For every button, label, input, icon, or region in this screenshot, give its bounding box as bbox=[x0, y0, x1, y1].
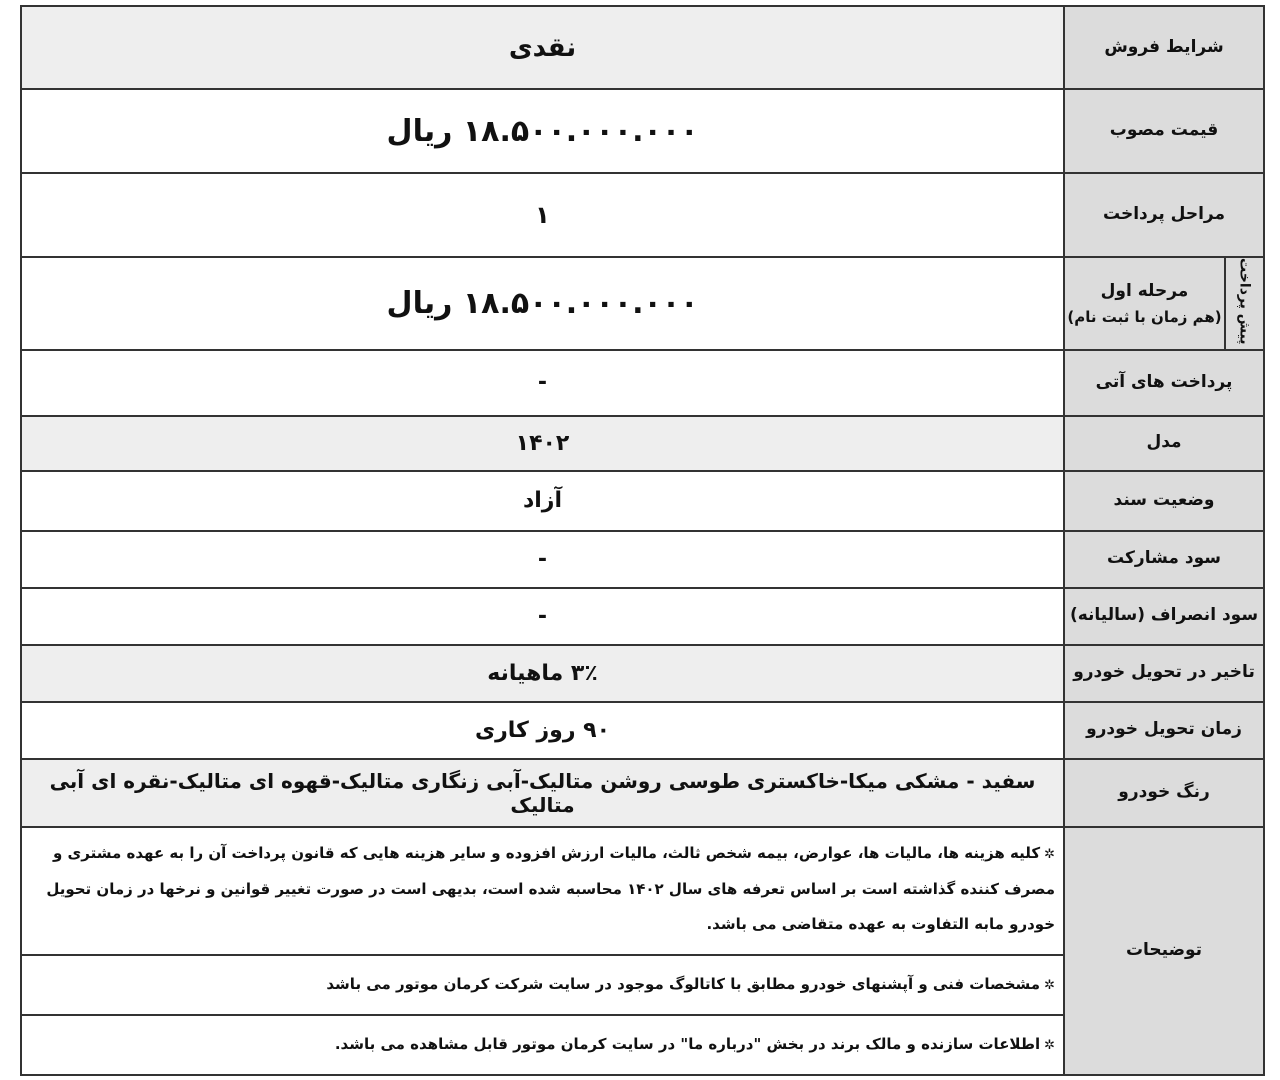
row-delivery-time bbox=[21, 702, 1264, 759]
prepayment-vertical-label bbox=[1225, 257, 1264, 350]
notes-value bbox=[21, 827, 1064, 1075]
row-model bbox=[21, 416, 1264, 471]
sale-terms-label: شرایط فروش bbox=[1064, 6, 1264, 89]
document-status-value: آزاد bbox=[21, 471, 1064, 531]
prepayment-vertical-text: پیش پرداخت bbox=[1236, 258, 1253, 345]
note-item bbox=[22, 1014, 1063, 1074]
prepayment-value: ۱۸.۵۰۰.۰۰۰.۰۰۰ ریال bbox=[21, 257, 1064, 350]
row-future-payments bbox=[21, 350, 1264, 416]
model-label: مدل bbox=[1064, 416, 1264, 471]
prepayment-stage-subtitle: (هم زمان با ثبت نام) bbox=[1067, 307, 1222, 326]
approved-price-value: ۱۸.۵۰۰.۰۰۰.۰۰۰ ریال bbox=[21, 89, 1064, 173]
future-payments-value: - bbox=[21, 350, 1064, 416]
row-document-status bbox=[21, 471, 1264, 531]
car-color-label: رنگ خودرو bbox=[1064, 759, 1264, 827]
future-payments-label: پرداخت های آتی bbox=[1064, 350, 1264, 416]
approved-price-label: قیمت مصوب bbox=[1064, 89, 1264, 173]
model-value: ۱۴۰۲ bbox=[21, 416, 1064, 471]
note-text: اطلاعات سازنده و مالک برند در بخش "درباره ما" در سایت کرمان موتور قابل مشاهده می باشد. bbox=[334, 1034, 1041, 1053]
asterisk-bullet-icon: ✲ bbox=[1044, 846, 1055, 862]
partnership-profit-value: - bbox=[21, 531, 1064, 588]
note-text: مشخصات فنی و آپشنهای خودرو مطابق با کاتالوگ موجود در سایت شرکت کرمان موتور می باشد bbox=[326, 974, 1041, 993]
row-cancellation-profit bbox=[21, 588, 1264, 645]
prepayment-stage-label bbox=[1064, 257, 1225, 350]
row-sale-terms bbox=[21, 6, 1264, 89]
delivery-delay-label: تاخیر در تحویل خودرو bbox=[1064, 645, 1264, 702]
asterisk-bullet-icon: ✲ bbox=[1044, 977, 1055, 993]
asterisk-bullet-icon: ✲ bbox=[1044, 1037, 1055, 1053]
row-notes bbox=[21, 827, 1264, 1075]
row-delivery-delay bbox=[21, 645, 1264, 702]
row-approved-price bbox=[21, 89, 1264, 173]
payment-stages-value: ۱ bbox=[21, 173, 1064, 257]
row-payment-stages bbox=[21, 173, 1264, 257]
row-prepayment bbox=[21, 257, 1264, 350]
document-status-label: وضعیت سند bbox=[1064, 471, 1264, 531]
car-color-value: سفید - مشکی میکا-خاکستری طوسی روشن متالیک-آبی زنگاری متالیک-قهوه ای متالیک-نقره ای آبی متالیک bbox=[21, 759, 1064, 827]
sale-conditions-table bbox=[20, 5, 1265, 1076]
delivery-time-label: زمان تحویل خودرو bbox=[1064, 702, 1264, 759]
row-partnership-profit bbox=[21, 531, 1264, 588]
payment-stages-label: مراحل پرداخت bbox=[1064, 173, 1264, 257]
prepayment-stage-title: مرحله اول bbox=[1100, 280, 1189, 301]
note-item bbox=[22, 954, 1063, 1014]
row-car-color bbox=[21, 759, 1264, 827]
note-item bbox=[22, 828, 1063, 954]
sale-terms-value: نقدی bbox=[21, 6, 1064, 89]
notes-label: توضیحات bbox=[1064, 827, 1264, 1075]
cancellation-profit-value: - bbox=[21, 588, 1064, 645]
partnership-profit-label: سود مشارکت bbox=[1064, 531, 1264, 588]
cancellation-profit-label: سود انصراف (سالیانه) bbox=[1064, 588, 1264, 645]
delivery-delay-value: ۳٪ ماهیانه bbox=[21, 645, 1064, 702]
delivery-time-value: ۹۰ روز کاری bbox=[21, 702, 1064, 759]
note-text: کلیه هزینه ها، مالیات ها، عوارض، بیمه شخص ثالث، مالیات ارزش افزوده و سایر هزینه هایی که قانون پرداخت آن را به عهده مشتری و مصرف کننده گذاشته است بر اساس تعرفه های سال ۱۴۰۲ محاسبه شده است، بدیهی است در صورت تغییر قوانین و نرخها در زمان تحویل خودرو مابه التفاوت به عهده متقاضی می باشد. bbox=[46, 843, 1055, 933]
